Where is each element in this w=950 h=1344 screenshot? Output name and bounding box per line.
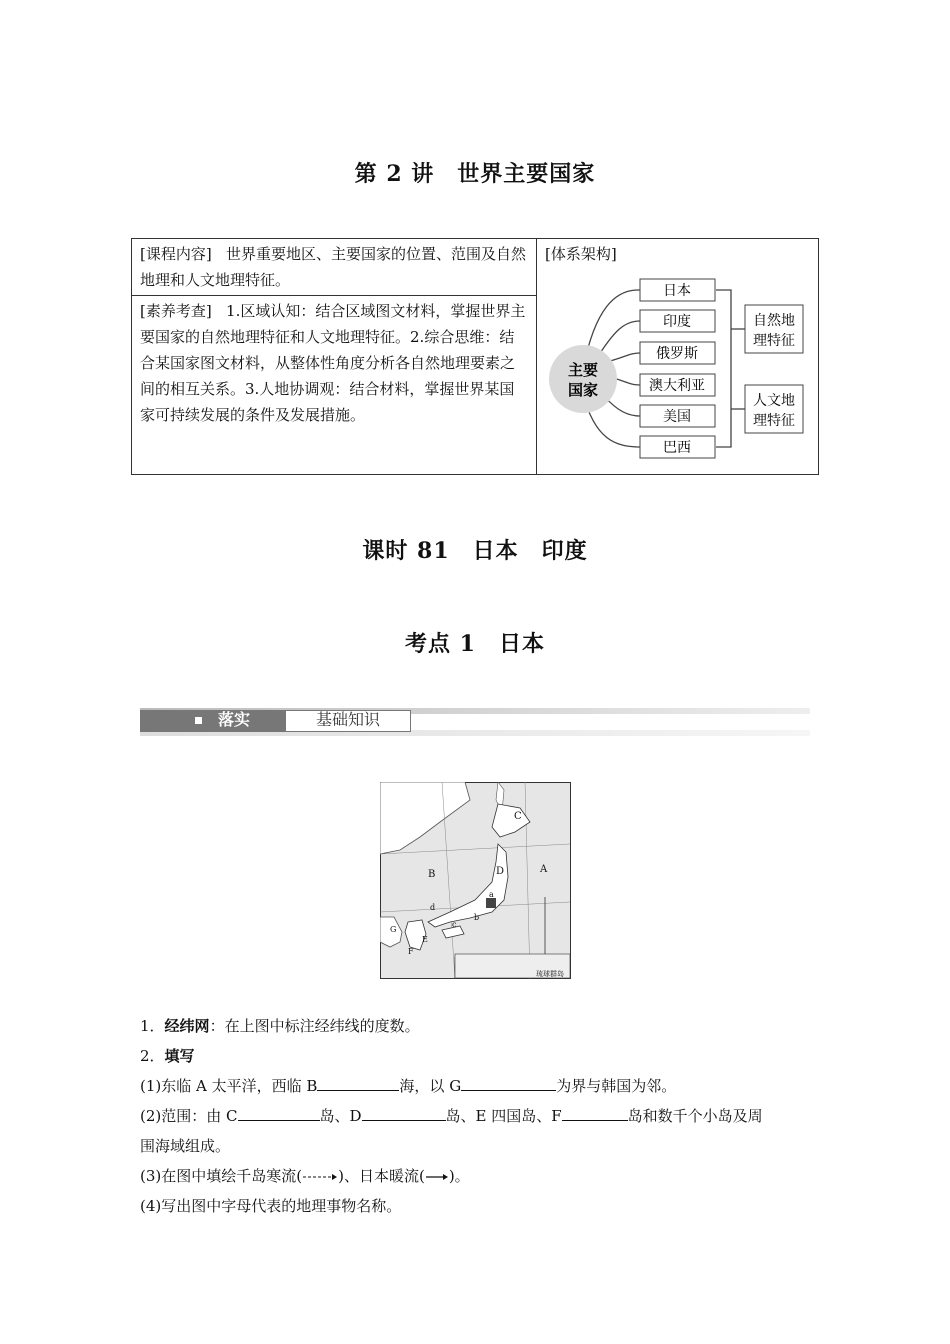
q1-heading: 经纬网 (164, 1017, 210, 1035)
framework-label: [体系架构] (545, 245, 617, 263)
q2-3-part-c: )。 (448, 1167, 470, 1185)
q2-1-part-a: (1)东临 A 太平洋，西临 B (140, 1077, 318, 1095)
feature-human-2: 理特征 (753, 413, 795, 429)
map-label-E: E (422, 935, 428, 944)
q2-1-part-b: 海，以 G (399, 1077, 462, 1095)
blank-island-d[interactable] (362, 1104, 446, 1121)
blank-island-f[interactable] (562, 1104, 628, 1121)
question-1 (140, 1011, 820, 1041)
course-table (131, 238, 819, 475)
map-inset-label: 琉球群岛 (536, 970, 564, 978)
course-content-label: [课程内容] (140, 245, 212, 263)
map-label-G: G (390, 925, 397, 934)
q2-2-part-e: 围海域组成。 (140, 1137, 231, 1155)
q2-2-part-c: 岛、E 四国岛、F (445, 1107, 562, 1125)
topic-title: 考点 1 日本 (405, 631, 545, 657)
q2-4-text: (4)写出图中字母代表的地理事物名称。 (140, 1197, 402, 1215)
q2-2-part-a: (2)范围：由 C (140, 1107, 238, 1125)
center-circle (549, 345, 617, 413)
map-label-A: A (540, 864, 548, 875)
course-content-text: 世界重要地区、主要国家的位置、范围及自然地理和人文地理特征。 (140, 245, 527, 289)
q2-2-part-d: 岛和数千个小岛及周 (627, 1107, 763, 1125)
q2-3-part-b: )、日本暖流( (338, 1167, 425, 1185)
warm-current-legend-icon (425, 1172, 449, 1182)
bullet-square-icon (195, 717, 202, 724)
japan-map (380, 782, 571, 979)
map-label-c: c (452, 920, 457, 929)
course-literacy-label: [素养考查] (140, 302, 212, 320)
bracket-line (716, 290, 731, 447)
map-label-D: D (496, 866, 505, 877)
country-usa: 美国 (663, 409, 691, 425)
map-label-C: C (514, 811, 522, 822)
q2-number: 2． (140, 1047, 165, 1065)
question-2-1 (140, 1071, 820, 1101)
framework-diagram (545, 269, 827, 489)
q2-heading: 填写 (164, 1047, 195, 1065)
q2-2-part-b: 岛、D (319, 1107, 362, 1125)
questions (140, 1011, 820, 1221)
section-label: 基础知识 (285, 710, 411, 732)
section-tag: 落实 (218, 712, 251, 729)
course-literacy-cell (132, 296, 537, 475)
feature-natural-2: 理特征 (753, 333, 795, 349)
country-australia: 澳大利亚 (649, 378, 705, 394)
country-russia: 俄罗斯 (656, 346, 698, 362)
map-label-a: a (489, 890, 494, 899)
course-literacy-text: 1.区域认知：结合区域图文材料，掌握世界主要国家的自然地理特征和人文地理特征。2.综合思维：结合某国家图文材料，从整体性角度分析各自然地理要素之间的相互关系。3.人地协调观：结合材料，掌握世界某国家可持续发展的条件及发展措施。 (140, 302, 526, 424)
map-label-b: b (474, 913, 480, 922)
question-2-2-cont (140, 1131, 820, 1161)
q2-1-part-c: 为界与韩国为邻。 (556, 1077, 677, 1095)
map-label-F: F (408, 947, 414, 956)
feature-natural-1: 自然地 (753, 313, 795, 329)
blank-sea[interactable] (317, 1074, 399, 1091)
branch-line (610, 353, 640, 361)
question-2-4 (140, 1191, 820, 1221)
q1-number: 1． (140, 1017, 165, 1035)
framework-cell (537, 239, 819, 475)
page-title: 第 2 讲 世界主要国家 (354, 161, 596, 187)
question-2-3 (140, 1161, 820, 1191)
q1-text: ：在上图中标注经纬线的度数。 (209, 1017, 420, 1035)
country-japan: 日本 (663, 283, 691, 299)
feature-human-1: 人文地 (753, 393, 795, 409)
lesson-title: 课时 81 日本 印度 (362, 538, 588, 564)
map-label-B: B (428, 869, 436, 880)
question-2-2 (140, 1101, 820, 1131)
course-content-cell (132, 239, 537, 296)
q2-3-part-a: (3)在图中填绘千岛寒流( (140, 1167, 303, 1185)
center-label-2: 国家 (567, 382, 599, 399)
center-label-1: 主要 (567, 362, 599, 379)
map-label-d: d (430, 903, 436, 912)
country-india: 印度 (663, 314, 691, 330)
section-banner (140, 708, 810, 736)
cold-current-legend-icon (302, 1172, 338, 1182)
blank-island-c[interactable] (238, 1104, 320, 1121)
blank-strait[interactable] (461, 1074, 556, 1091)
question-2 (140, 1041, 820, 1071)
country-brazil: 巴西 (663, 440, 691, 456)
